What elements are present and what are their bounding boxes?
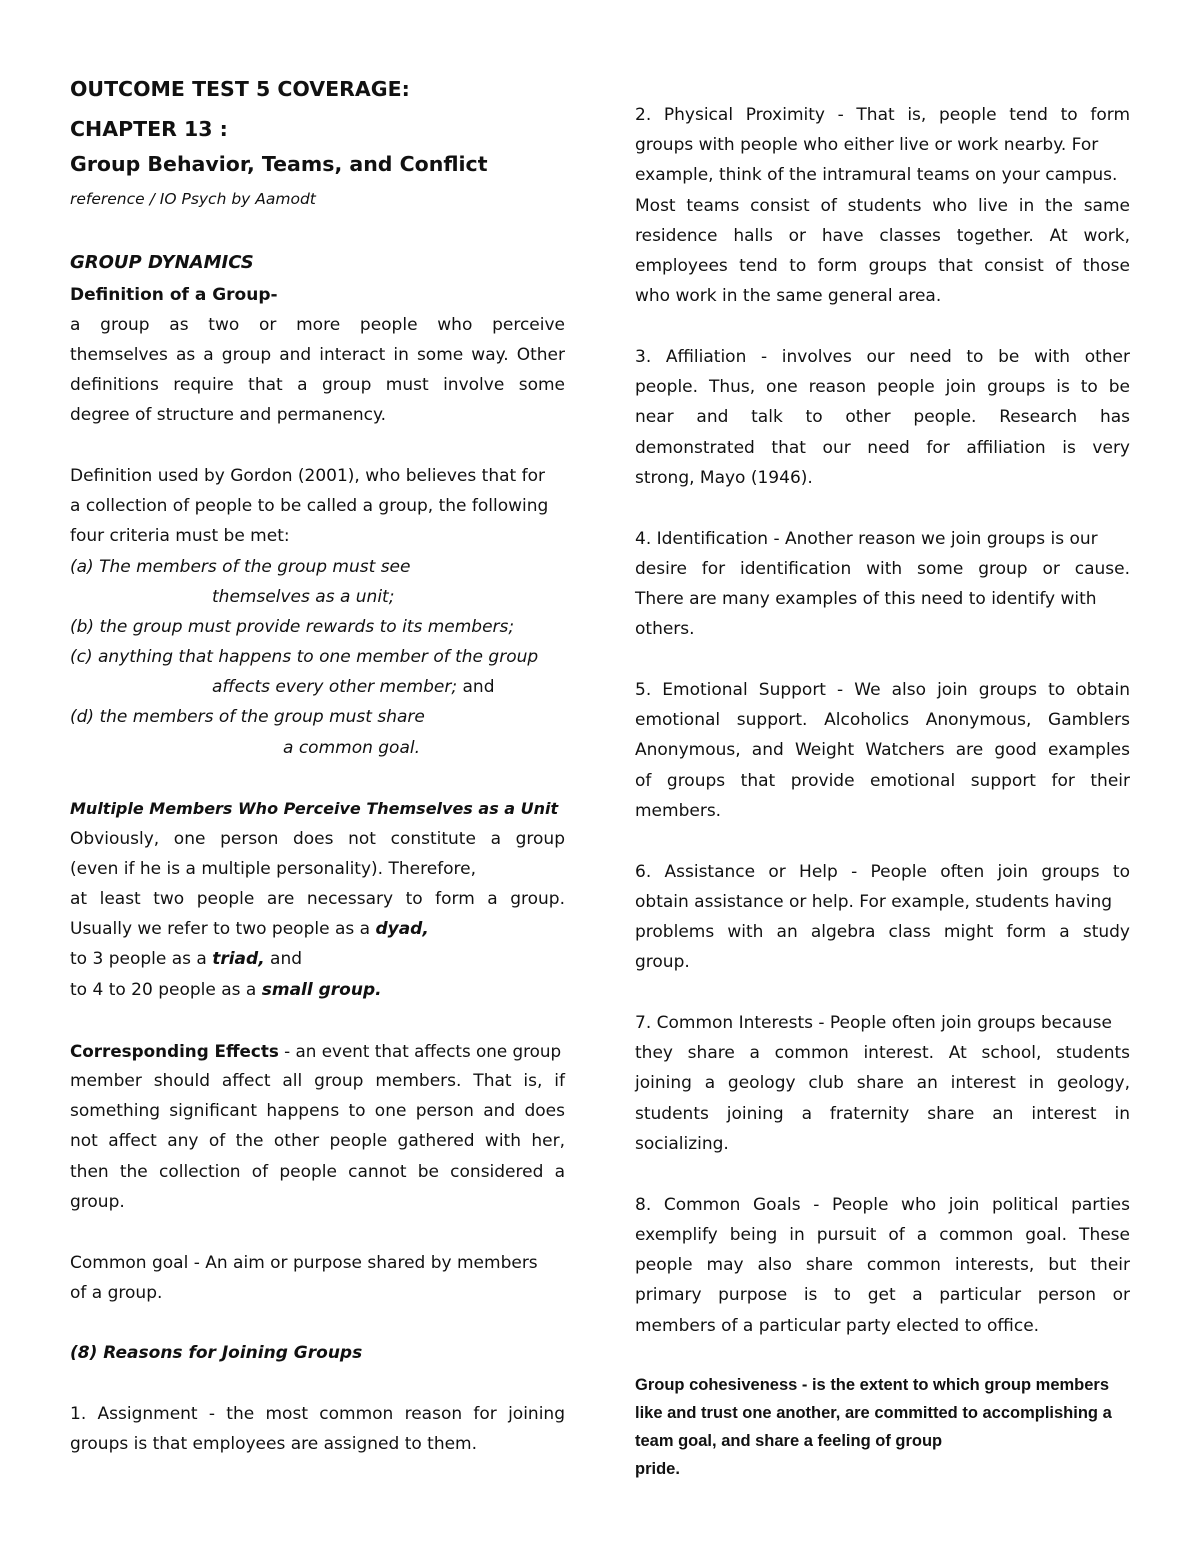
reason-2-line: residence halls or have classes together. At work, [635,226,1130,246]
reason-7-line: 7. Common Interests - People often join groups because [635,1013,1112,1033]
gordon-text-line: Definition used by Gordon (2001), who believes that for [70,466,545,486]
reason-2-line: example, think of the intramural teams on your campus. [635,165,1118,185]
reason-5-line: of groups that provide emotional support for their [635,771,1130,791]
criterion-d: (d) the members of the group must share [70,707,425,727]
cohesiveness-line: like and trust one another, are committed to accomplishing a [635,1404,1112,1422]
reason-8-line: primary purpose is to get a particular person or [635,1285,1130,1305]
reason-8-line: exemplify being in pursuit of a common goal. These [635,1225,1130,1245]
multiple-members-line: at least two people are necessary to form a group. [70,889,565,909]
reason-3-line: strong, Mayo (1946). [635,468,813,488]
reason-5-line: 5. Emotional Support - We also join groups to obtain [635,680,1130,700]
corresponding-effects-line: member should affect all group members. That is, if [70,1071,565,1091]
corresponding-effects-line: group. [70,1192,125,1212]
small-group-term: small group. [261,980,382,1000]
reason-1-line: 1. Assignment - the most common reason for joining [70,1404,565,1424]
gordon-text-line: a collection of people to be called a group, the following [70,496,549,516]
reason-6-line: obtain assistance or help. For example, students having [635,892,1113,912]
reason-7-line: socializing. [635,1134,729,1154]
reference-note: reference / IO Psych by Aamodt [70,190,316,208]
triad-term: triad, [212,949,265,969]
reason-2-line: who work in the same general area. [635,286,942,306]
definition-text-line: definitions require that a group must involve some [70,375,565,395]
reason-4-line: desire for identification with some group or cause. [635,559,1130,579]
reason-7-line: joining a geology club share an interest in geology, [635,1073,1130,1093]
reason-8-line: 8. Common Goals - People who join political parties [635,1195,1130,1215]
criterion-c-text: affects every other member; [212,677,458,697]
chapter-topic: Group Behavior, Teams, and Conflict [70,152,488,176]
corresponding-effects-first-line [70,1040,561,1062]
reason-7-line: they share a common interest. At school, students [635,1043,1130,1063]
section-heading-group-dynamics: GROUP DYNAMICS [70,252,254,273]
multiple-members-line: (even if he is a multiple personality). Therefore, [70,859,477,879]
criterion-a-cont: themselves as a unit; [212,587,395,607]
criterion-a: (a) The members of the group must see [70,557,411,577]
criterion-b: (b) the group must provide rewards to its members; [70,617,515,637]
reason-6-line: group. [635,952,690,972]
corresponding-effects-line: something significant happens to one person and does [70,1101,565,1121]
multiple-members-heading: Multiple Members Who Perceive Themselves as a Unit [70,799,559,818]
reason-7-line: students joining a fraternity share an interest in [635,1104,1130,1124]
reason-5-line: Anonymous, and Weight Watchers are good examples [635,740,1130,760]
reason-8-line: members of a particular party elected to office. [635,1316,1040,1336]
reason-2-line: employees tend to form groups that consist of those [635,256,1130,276]
corresponding-effects-line: then the collection of people cannot be considered a [70,1162,565,1182]
reason-8-line: people may also share common interests, but their [635,1255,1130,1275]
reason-5-line: members. [635,801,722,821]
criterion-d-cont: a common goal. [283,738,421,758]
corresponding-effects-text: - an event that affects one group [278,1041,562,1061]
definition-heading: Definition of a Group- [70,285,278,305]
reason-3-line: 3. Affiliation - involves our need to be with other [635,347,1130,367]
dyad-term: dyad, [375,919,429,939]
dyad-prefix: Usually we refer to two people as a [70,919,376,939]
triad-prefix: to 3 people as a [70,949,213,969]
reason-3-line: people. Thus, one reason people join groups is to be [635,377,1130,397]
small-group-line [70,979,382,1001]
small-group-prefix: to 4 to 20 people as a [70,980,262,1000]
chapter-heading: CHAPTER 13 : [70,117,228,141]
triad-suffix: and [264,949,303,969]
reason-3-line: demonstrated that our need for affiliation is very [635,438,1130,458]
dyad-line [70,918,429,940]
corresponding-effects-heading: Corresponding Effects [70,1041,279,1061]
reason-3-line: near and talk to other people. Research has [635,407,1130,427]
reason-2-line: groups with people who either live or work nearby. For [635,135,1099,155]
reason-6-line: 6. Assistance or Help - People often join groups to [635,862,1130,882]
cohesiveness-line: team goal, and share a feeling of group [635,1432,943,1450]
reason-4-line: others. [635,619,695,639]
reason-2-line: Most teams consist of students who live in the same [635,196,1130,216]
reason-1-line: groups is that employees are assigned to them. [70,1434,478,1454]
reasons-heading: (8) Reasons for Joining Groups [70,1343,363,1363]
cohesiveness-line: Group cohesiveness - is the extent to which group members [635,1376,1110,1394]
reason-5-line: emotional support. Alcoholics Anonymous, Gamblers [635,710,1130,730]
common-goal-line: of a group. [70,1283,163,1303]
cohesiveness-line: pride. [635,1460,680,1478]
gordon-text-line: four criteria must be met: [70,526,290,546]
reason-4-line: 4. Identification - Another reason we join groups is our [635,529,1098,549]
triad-line [70,948,302,970]
common-goal-line: Common goal - An aim or purpose shared by members [70,1253,538,1273]
definition-text-line: themselves as a group and interact in some way. Other [70,345,565,365]
definition-text-line: degree of structure and permanency. [70,405,387,425]
criterion-c-and: and [457,677,495,697]
reason-4-line: There are many examples of this need to identify with [635,589,1097,609]
corresponding-effects-line: not affect any of the other people gathered with her, [70,1131,565,1151]
multiple-members-line: Obviously, one person does not constitute a group [70,829,565,849]
document-title: OUTCOME TEST 5 COVERAGE: [70,77,410,101]
reason-6-line: problems with an algebra class might form a study [635,922,1130,942]
criterion-c: (c) anything that happens to one member of the group [70,647,539,667]
reason-2-line: 2. Physical Proximity - That is, people tend to form [635,105,1130,125]
definition-text-line: a group as two or more people who perceive [70,315,565,335]
criterion-c-cont [212,676,494,698]
